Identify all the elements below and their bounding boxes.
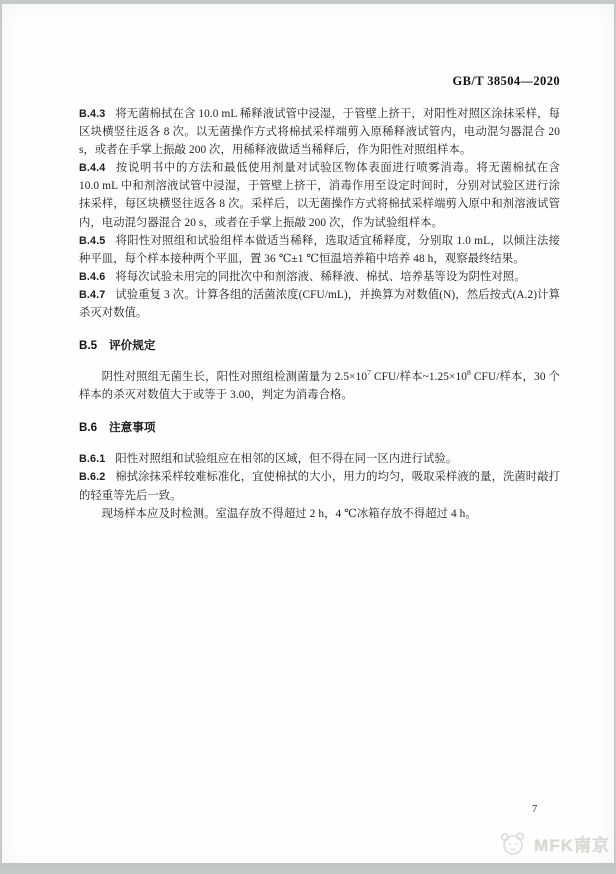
page-content: [79, 74, 560, 523]
clause-text: 将每次试验未用完的同批次中和剂溶液、稀释液、棉拭、培养基等设为阴性对照。: [115, 270, 526, 283]
exponent: 8: [467, 368, 471, 378]
section-heading-b6: [79, 419, 560, 435]
clause-b4-4: [79, 159, 560, 231]
note-text: 现场样本应及时检测。室温存放不得超过 2 h，4 ℃冰箱存放不得超过 4 h。: [101, 507, 477, 520]
clause-text: 将无菌棉拭在含 10.0 mL 稀释液试管中浸湿，于管壁上挤干，对阳性对照区涂抹采样，每区块横竖往返各 8 次。以无菌操作方式将棉拭采样端剪入原稀释液试管内，电动混匀器混合 20 s，或者在手掌上振敲 200 次，用稀释液做适当稀释后，作为阳性对照组样本。: [79, 108, 560, 157]
clause-text: 按说明书中的方法和最低使用剂量对试验区物体表面进行喷雾消毒。将无菌棉拭在含 10.0 mL 中和剂溶液试管中浸湿，于管壁上挤干，消毒作用至设定时间时，分别对试验区进行涂抹采样，每区块横竖往返各 8 次。采样后，以无菌操作方式将棉拭采样端剪入原中和剂溶液试管内，电动混匀器混合 20 s，或者在手掌上振敲 200 次，作为试验组样本。: [79, 162, 560, 229]
page-number: 7: [532, 804, 538, 815]
scan-edge-shadow: [2, 863, 616, 868]
standard-number-header: GB/T 38504—2020: [452, 74, 560, 88]
exponent: 7: [367, 368, 371, 378]
clause-b4-3: [79, 105, 560, 159]
eval-text-segment: CFU/样本，30 个样本的杀灭对数值大于或等于 3.00，判定为消毒合格。: [79, 371, 560, 402]
clause-b4-7: [79, 286, 560, 322]
field-sample-note: [79, 505, 560, 523]
section-number: B.6: [79, 421, 98, 435]
clause-number: B.6.2: [79, 471, 106, 484]
clause-b6-2: [79, 468, 560, 504]
clause-b6-1: [79, 450, 560, 468]
eval-text-segment: 阴性对照组无菌生长，阳性对照组检测菌量为 2.5×10: [101, 371, 368, 384]
clause-text: 棉拭涂抹采样较难标准化，宜使棉拭的大小，用力的均匀，吸取采样液的量，洗菌时敲打的轻重等先后一致。: [79, 471, 560, 502]
clause-number: B.4.3: [79, 108, 106, 120]
watermark-text: MFK南京: [534, 835, 610, 855]
clause-b4-6: [79, 268, 560, 286]
eval-text-segment: CFU/样本~1.25×10: [371, 371, 468, 384]
clause-text: 阳性对照组和试验组应在相邻的区域，但不得在同一区内进行试验。: [115, 453, 458, 466]
watermark: [497, 828, 610, 858]
clause-number: B.4.5: [79, 234, 106, 247]
clause-b4-5: [79, 232, 560, 268]
mascot-face-icon: [497, 828, 527, 858]
clause-text: 试验重复 3 次。计算各组的活菌浓度(CFU/mL)，并换算为对数值(N)，然后按式(A.2)计算杀灭对数值。: [79, 288, 560, 320]
clause-number: B.4.4: [79, 162, 106, 175]
evaluation-paragraph: [79, 368, 560, 404]
section-number: B.5: [79, 339, 98, 353]
section-title: 评价规定: [109, 339, 156, 353]
section-title: 注意事项: [109, 421, 156, 435]
clause-number: B.6.1: [79, 453, 106, 466]
clause-number: B.4.7: [79, 288, 106, 301]
document-page: [2, 4, 614, 868]
section-heading-b5: [79, 337, 560, 353]
clause-text: 将阳性对照组和试验组样本做适当稀释，选取适宜稀释度，分别取 1.0 mL，以倾注法接种平皿，每个样本接种两个平皿，置 36 ℃±1 ℃恒温培养箱中培养 48 h，观察最终结果。: [79, 234, 560, 265]
clause-number: B.4.6: [79, 270, 106, 283]
